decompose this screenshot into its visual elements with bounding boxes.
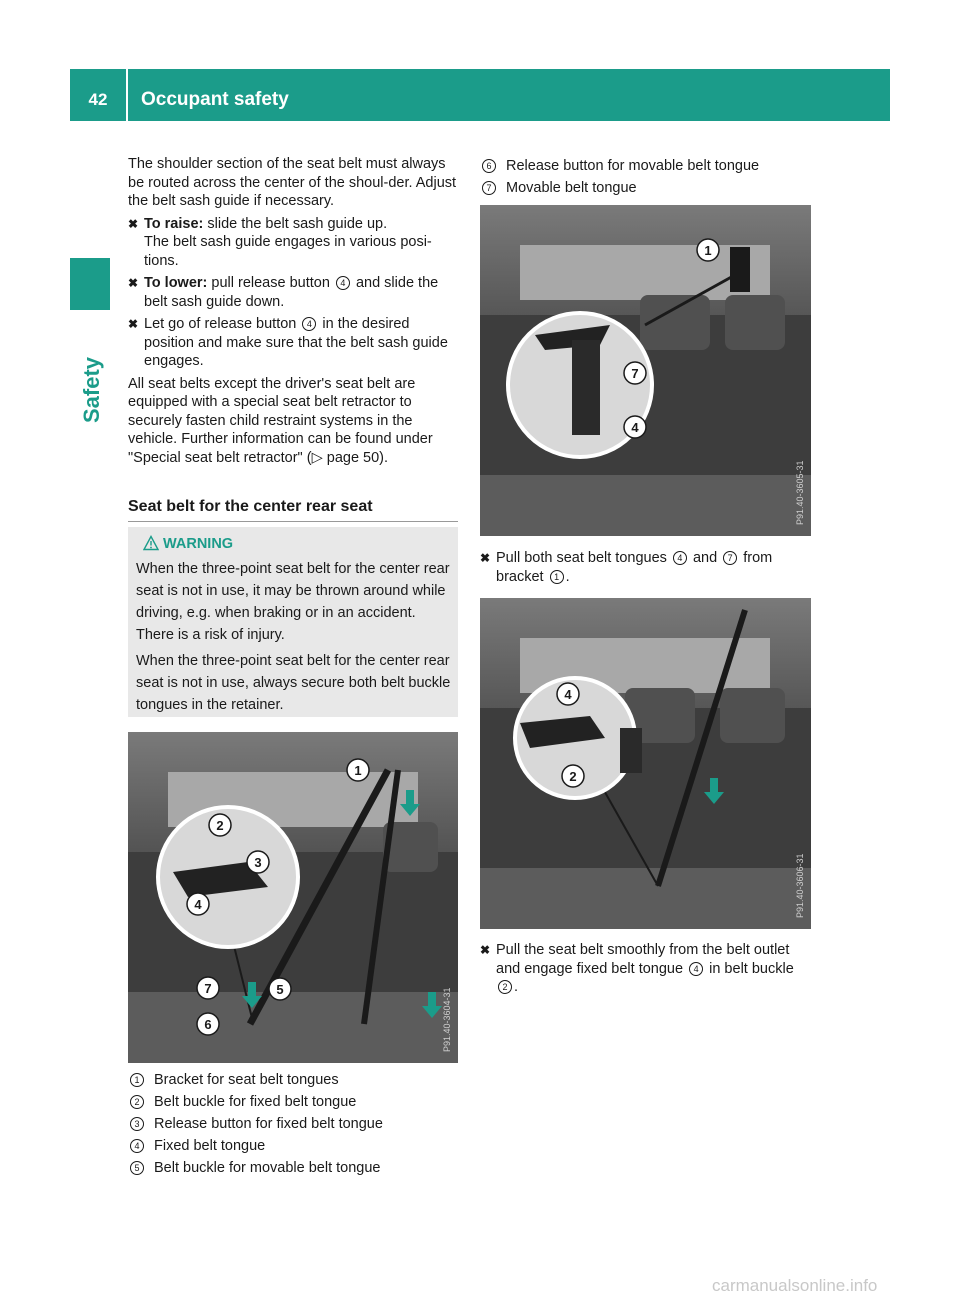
side-tab-label: Safety xyxy=(79,356,104,424)
step-arrow-icon: ✖ xyxy=(128,216,139,231)
figure-3-photo xyxy=(480,598,811,929)
legend-item: 7 Movable belt tongue xyxy=(480,179,812,198)
fig2-callout-1: 1 xyxy=(704,243,712,258)
legend-item: 1 Bracket for seat belt tongues xyxy=(128,1071,460,1090)
header-divider xyxy=(126,69,128,121)
fig1-callout-1: 1 xyxy=(354,763,362,778)
legend-list-right xyxy=(480,157,812,201)
fig1-callout-6: 6 xyxy=(204,1017,212,1032)
fig3-callout-2: 2 xyxy=(569,769,577,784)
warning-triangle-icon xyxy=(143,535,159,551)
legend-item: 6 Release button for movable belt tongue xyxy=(480,157,812,176)
fig3-callout-4: 4 xyxy=(564,687,572,702)
step-arrow-icon: ✖ xyxy=(128,317,139,331)
fig2-callout-4: 4 xyxy=(631,420,639,435)
fig1-callout-2: 2 xyxy=(216,818,224,833)
fig1-callout-7: 7 xyxy=(204,981,212,996)
retractor-paragraph: All seat belts except the driver's seat belt are equipped with a special seat belt retractor to securely fasten child restraint systems in the vehicle. Further information can be found under "Special seat belt retractor" (▷ page 50). xyxy=(128,375,433,466)
watermark: carmanualsonline.info xyxy=(712,1276,878,1295)
legend-item: 3 Release button for fixed belt tongue xyxy=(128,1115,460,1134)
fig1-callout-3: 3 xyxy=(254,855,262,870)
figure-2-photo xyxy=(480,205,811,536)
page-title: Occupant safety xyxy=(141,89,289,110)
fig1-code: P91.40-3604-31 xyxy=(442,987,452,1052)
legend-item: 4 Fixed belt tongue xyxy=(128,1137,460,1156)
fig1-callout-5: 5 xyxy=(276,982,284,997)
legend-item: 5 Belt buckle for movable belt tongue xyxy=(128,1159,460,1178)
left-column xyxy=(128,155,460,471)
step-arrow-icon: ✖ xyxy=(480,551,491,565)
legend-item: 2 Belt buckle for fixed belt tongue xyxy=(128,1093,460,1112)
legend-list-left xyxy=(128,1071,460,1181)
warning-text: When the three-point seat belt for the center rear seat is not in use, it may be thrown around while driving, e.g. when braking or in an accident. There is a risk of injury. When the three-point seat belt for the center rear seat is not in use, always secure both belt buckle tongues in the retainer. xyxy=(136,561,451,713)
subheading: Seat belt for the center rear seat xyxy=(128,498,373,515)
step-arrow-icon: ✖ xyxy=(128,276,139,290)
side-tab-marker xyxy=(70,258,110,310)
fig2-callout-7: 7 xyxy=(631,366,639,381)
step-arrow-icon: ✖ xyxy=(480,943,491,957)
step-raise: ✖ To raise: slide the belt sash guide up. The belt sash guide engages in various posi-tions. xyxy=(128,215,432,269)
callout-number: 4 xyxy=(336,276,350,290)
step-pull-tongues: ✖ Pull both seat belt tongues 4 and 7 from bracket 1 . xyxy=(480,550,773,585)
intro-paragraph: The shoulder section of the seat belt must always be routed across the center of the shoul-der. Adjust the belt sash guide if necessary. xyxy=(128,156,457,209)
step-engage-tongue: ✖ Pull the seat belt smoothly from the belt outlet and engage fixed belt tongue 4 in belt buckle 2 . xyxy=(480,942,794,995)
page-number: 42 xyxy=(88,90,108,109)
figure-1-photo xyxy=(128,732,458,1063)
fig1-callout-4: 4 xyxy=(194,897,202,912)
fig2-code: P91.40-3605-31 xyxy=(795,460,805,525)
warning-title: WARNING xyxy=(163,536,234,552)
step-let-go: ✖ Let go of release button 4 in the desired position and make sure that the belt sash guide engages. xyxy=(128,316,448,369)
fig3-code: P91.40-3606-31 xyxy=(795,853,805,918)
subheading-rule xyxy=(128,521,458,522)
callout-number: 4 xyxy=(302,317,316,331)
page-ref-arrow-icon: ▷ xyxy=(311,449,323,466)
step-lower: ✖ To lower: pull release button 4 and slide the belt sash guide down. xyxy=(128,275,439,310)
